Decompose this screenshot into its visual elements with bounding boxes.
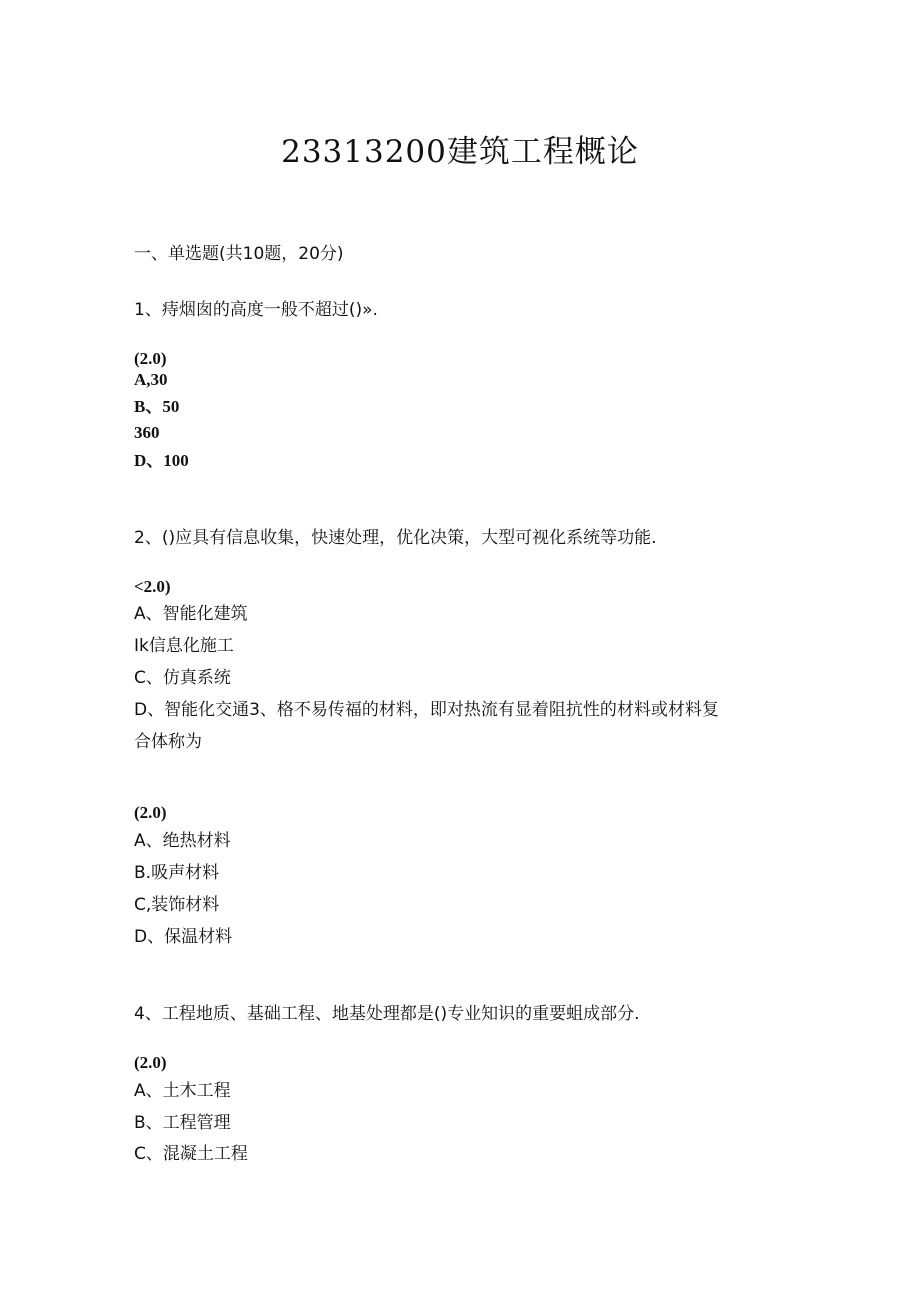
question-1-score: (2.0) <box>134 349 167 368</box>
question-3-option-a: A、绝热材料 <box>134 831 231 851</box>
question-4-option-a: A、土木工程 <box>134 1081 231 1101</box>
question-1-option-d: D、100 <box>134 451 189 470</box>
question-2-option-a: A、智能化建筑 <box>134 604 248 624</box>
question-4-prompt: 4、工程地质、基础工程、地基处理都是()专业知识的重要蛆成部分. <box>134 1004 640 1024</box>
question-4-option-b: B、工程管理 <box>134 1113 231 1133</box>
question-1-option-b: B、50 <box>134 397 180 416</box>
question-1-option-c: 360 <box>134 423 160 442</box>
question-3-option-b: B.吸声材料 <box>134 863 220 883</box>
document-title: 23313200建筑工程概论 <box>281 134 639 170</box>
question-2-option-c: C、仿真系统 <box>134 668 231 688</box>
question-3-option-d: D、保温材料 <box>134 927 233 947</box>
question-1-option-a: A,30 <box>134 370 168 389</box>
question-3-option-c: C,装饰材料 <box>134 895 220 915</box>
section-heading: 一、单选题(共10题，20分) <box>134 244 344 264</box>
question-2-prompt: 2、()应具有信息收集，快速处理，优化决策，大型可视化系统等功能. <box>134 528 657 548</box>
question-1-prompt: 1、痔烟囱的高度一般不超过()». <box>134 300 378 320</box>
question-2-score: <2.0) <box>134 577 171 596</box>
question-2-option-b: Ik信息化施工 <box>134 636 234 656</box>
question-4-option-c: C、混凝土工程 <box>134 1144 248 1164</box>
question-3-prompt-continued: 合体称为 <box>134 732 202 752</box>
question-2-option-d: D、智能化交通3、格不易传福的材料，即对热流有显着阻抗性的材料或材料复 <box>134 700 719 720</box>
question-3-score: (2.0) <box>134 803 167 822</box>
question-4-score: (2.0) <box>134 1053 167 1072</box>
